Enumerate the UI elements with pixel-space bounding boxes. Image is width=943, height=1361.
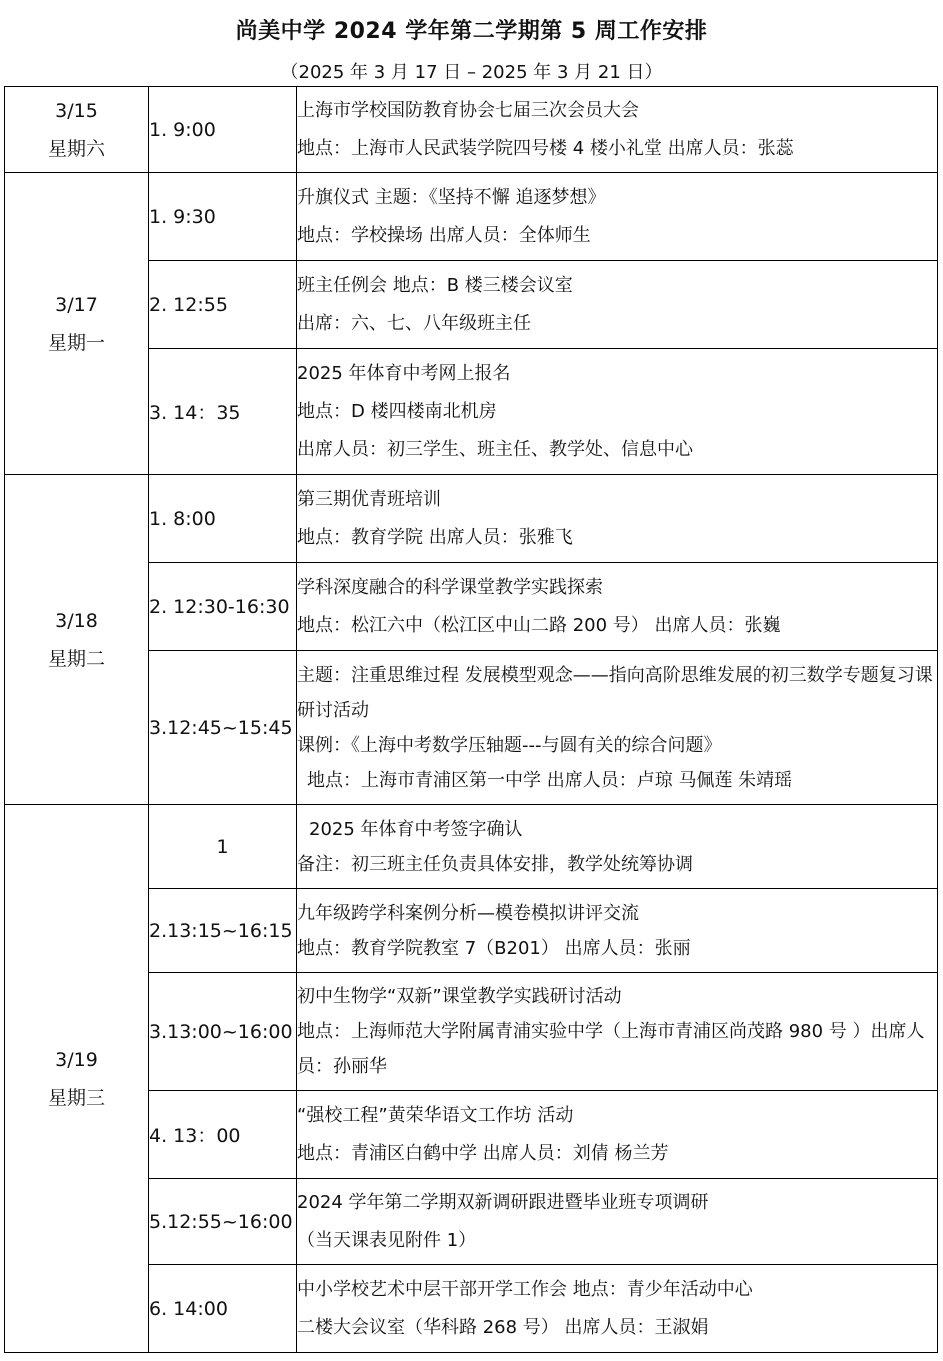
event-cell xyxy=(297,889,938,973)
event-cell xyxy=(297,1265,938,1353)
time-cell: 3.13:00~16:00 xyxy=(149,973,297,1091)
event-line: 地点：上海师范大学附属青浦实验中学（上海市青浦区尚茂路 980 号 ）出席人员：孙丽华 xyxy=(297,1021,925,1077)
event-line: 2025 年体育中考签字确认 xyxy=(309,818,523,840)
event-line: 地点：D 楼四楼南北机房 xyxy=(297,400,497,422)
event-cell xyxy=(297,563,938,651)
date-label: 3/17 xyxy=(55,293,98,316)
date-label: 3/19 xyxy=(55,1048,98,1071)
time-cell: 1. 9:00 xyxy=(149,87,297,173)
event-line: 2024 学年第二学期双新调研跟进暨毕业班专项调研 xyxy=(297,1191,709,1213)
event-line: 地点：青浦区白鹤中学 出席人员：刘倩 杨兰芳 xyxy=(297,1142,669,1164)
event-cell xyxy=(297,973,938,1091)
time-cell: 2.13:15~16:15 xyxy=(149,889,297,973)
event-line: 第三期优青班培训 xyxy=(297,488,441,510)
event-cell xyxy=(297,173,938,261)
event-line: 备注：初三班主任负责具体安排，教学处统筹协调 xyxy=(297,853,693,875)
weekday-label: 星期三 xyxy=(47,1086,105,1109)
time-cell: 2. 12:55 xyxy=(149,261,297,349)
weekday-label: 星期一 xyxy=(47,331,105,354)
table-row xyxy=(5,475,938,563)
time-cell: 1. 8:00 xyxy=(149,475,297,563)
event-line: 出席人员：初三学生、班主任、教学处、信息中心 xyxy=(297,438,693,460)
time-cell: 3. 14：35 xyxy=(149,349,297,475)
event-line: 地点：上海市青浦区第一中学 出席人员：卢琼 马佩莲 朱靖瑶 xyxy=(307,769,793,791)
event-line: 地点：上海市人民武装学院四号楼 4 楼小礼堂 出席人员：张蕊 xyxy=(297,137,794,159)
event-line: 地点：松江六中（松江区中山二路 200 号） 出席人员：张巍 xyxy=(297,614,781,636)
event-line: 初中生物学“双新”课堂教学实践研讨活动 xyxy=(297,986,622,1007)
table-row xyxy=(5,805,938,889)
date-range-subtitle: （2025 年 3 月 17 日 – 2025 年 3 月 21 日） xyxy=(280,62,663,83)
time-cell: 3.12:45~15:45 xyxy=(149,651,297,805)
date-cell xyxy=(5,173,149,475)
time-cell: 1 xyxy=(149,805,297,889)
date-cell xyxy=(5,475,149,805)
event-line: 地点：教育学院教室 7（B201） 出席人员：张丽 xyxy=(297,937,691,959)
table-row xyxy=(5,173,938,261)
event-cell xyxy=(297,87,938,173)
event-line: 上海市学校国防教育协会七届三次会员大会 xyxy=(297,99,639,121)
event-cell xyxy=(297,805,938,889)
event-line: 升旗仪式 主题：《坚持不懈 追逐梦想》 xyxy=(297,186,606,208)
event-line: 课例：《上海中考数学压轴题---与圆有关的综合问题》 xyxy=(297,734,722,756)
date-label: 3/18 xyxy=(55,609,98,632)
weekday-label: 星期六 xyxy=(47,137,105,160)
time-cell: 2. 12:30-16:30 xyxy=(149,563,297,651)
event-line: 出席：六、七、八年级班主任 xyxy=(297,312,531,334)
time-cell: 1. 9:30 xyxy=(149,173,297,261)
event-line: 班主任例会 地点：B 楼三楼会议室 xyxy=(297,274,573,296)
event-line: 地点：教育学院 出席人员：张雅飞 xyxy=(297,526,573,548)
event-cell xyxy=(297,261,938,349)
event-line: 中小学校艺术中层干部开学工作会 地点：青少年活动中心 xyxy=(297,1278,753,1300)
event-line: 二楼大会议室（华科路 268 号） 出席人员：王淑娟 xyxy=(297,1316,709,1338)
time-cell: 4. 13：00 xyxy=(149,1091,297,1179)
table-row xyxy=(5,87,938,173)
event-cell xyxy=(297,1091,938,1179)
event-cell xyxy=(297,1179,938,1265)
event-line: 主题：注重思维过程 发展模型观念——指向高阶思维发展的初三数学专题复习课研讨活动 xyxy=(297,664,933,721)
event-cell xyxy=(297,349,938,475)
page-title: 尚美中学 2024 学年第二学期第 5 周工作安排 xyxy=(235,19,708,44)
time-cell: 6. 14:00 xyxy=(149,1265,297,1353)
event-line: 地点：学校操场 出席人员：全体师生 xyxy=(297,224,591,246)
date-cell xyxy=(5,87,149,173)
date-label: 3/15 xyxy=(55,99,98,122)
weekday-label: 星期二 xyxy=(47,647,105,670)
time-cell: 5.12:55~16:00 xyxy=(149,1179,297,1265)
event-line: 2025 年体育中考网上报名 xyxy=(297,362,511,384)
event-cell xyxy=(297,475,938,563)
date-cell xyxy=(5,805,149,1353)
event-line: （当天课表见附件 1） xyxy=(297,1229,477,1251)
event-cell xyxy=(297,651,938,805)
event-line: 九年级跨学科案例分析—模卷模拟讲评交流 xyxy=(297,902,639,924)
schedule-table xyxy=(4,86,938,1353)
event-line: “强校工程”黄荣华语文工作坊 活动 xyxy=(297,1104,574,1126)
event-line: 学科深度融合的科学课堂教学实践探索 xyxy=(297,576,603,598)
